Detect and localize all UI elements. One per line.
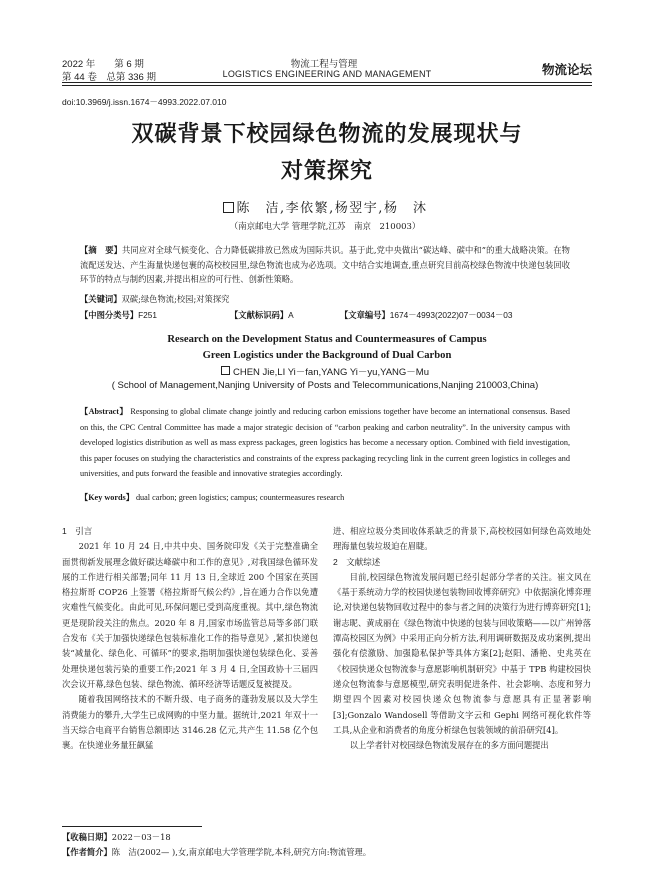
abstract-cn [80,243,570,287]
running-header [62,56,592,82]
english-affiliation: ( School of Management,Nanjing University of Posts and Telecommunications,Nanjing 210003,China) [111,380,539,391]
en-title-line-2: Green Logistics under the Background of Dual Carbon [202,350,452,361]
abstract-en-text: Responsing to global climate change jointly and reducing carbon emissions together have become an international consensus. Based on this, the CPC Central Committee has made a major strategic decision of “carbon peaking and carbon neutrality”. In the university campus with developed logistics distribution as well as mass express packages, green logistics has become a necessary option. Combined with field investigation, this paper focuses on studying the characteristics and constraints of the express packaging recycling link in the current green logistics in colleges and universities, and puts forward the feasible and innovative strategies accordingly. [80,407,571,478]
keywords-en-text: dual carbon; green logistics; campus; countermeasures research [133,493,345,502]
section-heading: 2 文献综述 [333,556,381,567]
body-column-left [62,524,318,753]
doc-code-label: 【文献标识码】 [230,310,289,320]
received-date [62,831,592,843]
affiliation: （南京邮电大学 管理学院,江苏 南京 210003） [229,222,421,232]
journal-name-en: LOGISTICS ENGINEERING AND MANAGEMENT [222,69,432,79]
en-title-line-1: Research on the Development Status and Countermeasures of Campus [167,334,487,345]
keywords-en [80,492,570,503]
english-authors [0,364,650,378]
keywords-cn-label: 【关键词】 [80,294,122,304]
abstract-en [80,404,570,482]
paragraph: 进、相应垃圾分类回收体系缺乏的背景下,高校校园如何绿色高效地处理海量包装垃圾迫在眉睫。 [333,526,591,552]
volume-total: 第 44 卷 总第 336 期 [62,72,156,83]
section-heading: 1 引言 [62,526,93,536]
en-author-names: CHEN Jie,LI Yi－fan,YANG Yi－yu,YANG－Mu [232,367,430,378]
column-name: 物流论坛 [541,63,592,77]
doi[interactable]: doi:10.3969/j.issn.1674－4993.2022.07.010 [62,97,227,107]
keywords-cn-text: 双碳;绿色物流;校园;对策探究 [121,294,230,304]
footnote-rule [62,826,202,827]
paragraph: 随着我国网络技术的不断升级、电子商务的蓬勃发展以及大学生消费能力的攀升,大学生已成网购的中坚力量。据统计,2021 年双十一当天综合电商平台销售总额即达 3146.28 亿元,共产生 11.58 亿个包裹。在快递业务量狂飙猛 [62,694,318,751]
body-column-right [333,524,591,753]
authors [0,197,650,216]
year-issue: 2022 年 第 6 期 [62,59,144,70]
title-line-2: 对策探究 [280,158,373,184]
author-bio-text: 陈 洁(2002— ),女,南京邮电大学管理学院,本科,研究方向:物流管理。 [111,847,372,857]
header-rule-thin [62,85,592,86]
author-bio-label: 【作者简介】 [62,847,112,857]
journal-name-cn: 物流工程与管理 [290,59,358,70]
square-box-icon [223,202,234,213]
header-rule [62,82,592,83]
article-title [62,116,592,190]
keywords-cn [80,293,570,305]
received-value: 2022－03－18 [111,832,171,842]
classification-line [80,309,570,321]
paragraph: 目前,校园绿色物流发展问题已经引起部分学者的关注。崔文风在《基于系统动力学的校园快递包装物回收博弈研究》中依据演化博弈理论,对快递包装物回收过程中的参与者之间的决策行为进行博弈研究[1];谢志昵、黄成丽在《绿色物流中快递的包装与回收策略——以广州钟落潭高校园区为例》中采用正向分析方法,利用调研数据及成功案例,提出强化有偿激励、加强隐私保护等具体方案[2];赵阳、潘艳、史兆英在《校园快递众包物流参与意愿影响机制研究》中基于 TPB 构建校园快递众包物流参与意愿模型,研究表明促进条件、社会影响、态度和努力期望四个因素对校园快递众包物流参与意愿具有正显著影响[3];Gonzalo Wandosell 等借助文字云和 Gephi 网络可视化软件等工具,从企业和消费者的角度分析绿色包装领域的前沿研究[4]。 [333,571,591,735]
author-names: 陈 洁,李依繁,杨翌宇,杨 沐 [236,201,428,216]
clc-label: 【中图分类号】 [80,310,139,320]
abstract-cn-label: 【摘 要】 [80,245,122,255]
doc-code-value: A [288,310,294,320]
author-bio [62,846,592,858]
received-label: 【收稿日期】 [62,832,112,842]
keywords-en-label: 【Key words】 [80,493,134,502]
article-no-value: 1674－4993(2022)07－0034－03 [389,310,513,320]
english-title [62,332,592,364]
article-no-label: 【文章编号】 [340,310,390,320]
paragraph: 以上学者针对校园绿色物流发展存在的多方面问题提出 [349,740,549,751]
paragraph: 2021 年 10 月 24 日,中共中央、国务院印发《关于完整准确全面贯彻新发展理念做好碳达峰碳中和工作的意见》,对我国绿色循环发展的工作进行相关部署;同年 11 月 13 日,全球近 200 个国家在英国格拉斯哥 COP26 上签署《格拉斯哥气候公约》,旨在通力合作以免遭灾难性气候变化。由此可见,环保问题已受到高度重视。其中,绿色物流更是现阶段关注的焦点。2020 年 8 月,国家市场监管总局等多部门联合发布《关于加强快递绿色包装标准化工作的指导意见》,紧扣快递包装“减量化、绿色化、可循环”的要求,指明加强快递包装绿色化、妥善处理快递包装污染的重要工作;2021 年 3 月 4 日,全国政协十三届四次会议开幕,绿色包装、绿色物流、循环经济等话题反复被提及。 [62,541,318,689]
clc-value: F251 [138,310,158,320]
square-box-icon [221,366,230,375]
title-line-1: 双碳背景下校园绿色物流的发展现状与 [131,121,523,147]
abstract-cn-text: 共同应对全球气候变化、合力降低碳排放已然成为国际共识。基于此,党中央做出“碳达峰、碳中和”的重大战略决策。在物流配送发达、产生海量快递包裹的高校校园里,绿色物流也成为必选项。文中结合实地调查,重点研究目前高校绿色物流中快递包装回收环节的特点与制约因素,并提出相应的可行性、创新性策略。 [80,245,570,284]
abstract-en-label: 【Abstract】 [80,407,128,416]
